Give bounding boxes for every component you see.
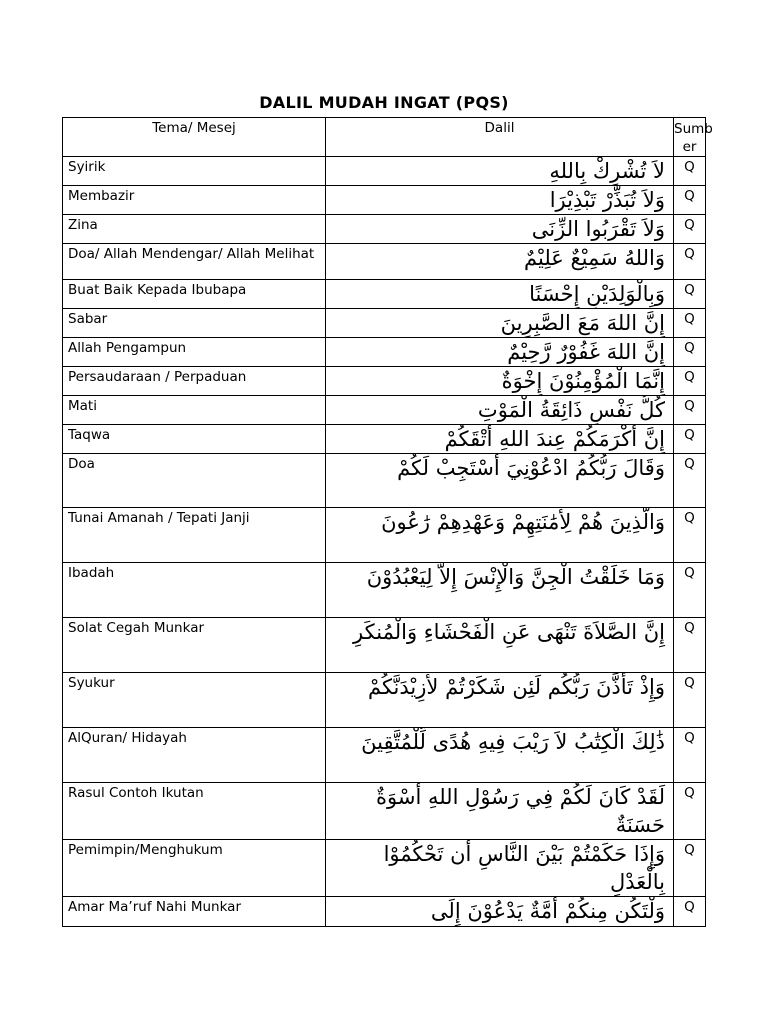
sumber-cell: Q (674, 454, 706, 508)
table-row (63, 454, 706, 508)
sumber-cell: Q (674, 618, 706, 673)
dalil-cell: وَمَا خَلَقْتُ الْجِنَّ وَالْإِنْسَ إِلاَّ لِيَعْبُدُوْنَ (326, 563, 674, 618)
dalil-table (62, 117, 713, 927)
tema-cell: Pemimpin/Menghukum (63, 840, 326, 897)
sumber-cell: Q (674, 244, 706, 280)
header-tema: Tema/ Mesej (63, 118, 326, 157)
sumber-cell: Q (674, 673, 706, 728)
sumber-cell: Q (674, 840, 706, 897)
sumber-cell: Q (674, 157, 706, 186)
table-row (63, 280, 706, 309)
table-row (63, 396, 706, 425)
table-row (63, 618, 706, 673)
sumber-cell: Q (674, 508, 706, 563)
document-title: DALIL MUDAH INGAT (PQS) (259, 93, 509, 112)
sumber-cell: Q (674, 367, 706, 396)
dalil-cell: لاَ تُشْرِكْ بِاللهِ (326, 157, 674, 186)
tema-cell: Taqwa (63, 425, 326, 454)
tema-cell: Mati (63, 396, 326, 425)
sumber-cell: Q (674, 309, 706, 338)
dalil-cell: وَإِذَا حَكَمْتُمْ بَيْنَ النَّاسِ أَن تَحْكُمُوْا بِالْعَدْلِ (326, 840, 674, 897)
table-row (63, 783, 706, 840)
table-row (63, 309, 706, 338)
dalil-cell: وَلاَ تَقْرَبُوا الزِّنَى (326, 215, 674, 244)
table-row (63, 728, 706, 783)
tema-cell: Syirik (63, 157, 326, 186)
sumber-cell: Q (674, 215, 706, 244)
sumber-cell: Q (674, 897, 706, 927)
tema-cell: Allah Pengampun (63, 338, 326, 367)
sumber-cell: Q (674, 425, 706, 454)
sumber-cell: Q (674, 728, 706, 783)
dalil-cell: وَاللهُ سَمِيْعٌ عَلِيْمٌ (326, 244, 674, 280)
dalil-cell: إِنَّ اللهَ مَعَ الصَّبِرِينَ (326, 309, 674, 338)
tema-cell: Doa (63, 454, 326, 508)
table-row (63, 508, 706, 563)
tema-cell: Rasul Contoh Ikutan (63, 783, 326, 840)
tema-cell: Amar Ma’ruf Nahi Munkar (63, 897, 326, 927)
dalil-cell: وَقَالَ رَبُّكُمُ ادْعُوْنِيَ أَسْتَجِبْ لَكُمْ (326, 454, 674, 508)
table-header-row (63, 118, 706, 157)
tema-cell: Buat Baik Kepada Ibubapa (63, 280, 326, 309)
tema-cell: Syukur (63, 673, 326, 728)
sumber-cell: Q (674, 563, 706, 618)
header-sumber: Sumb er (674, 118, 706, 157)
dalil-cell: لَقَدْ كَانَ لَكُمْ فِي رَسُوْلِ اللهِ أُسْوَةٌ حَسَنَةٌ (326, 783, 674, 840)
table-row (63, 840, 706, 897)
table-row (63, 215, 706, 244)
tema-cell: Zina (63, 215, 326, 244)
dalil-cell: وَلْتَكُن مِنكُمْ أُمَّةٌ يَدْعُوْنَ إِلَى (326, 897, 674, 927)
dalil-cell: إِنَّ اللهَ غَفُوْرٌ رَّحِيْمٌ (326, 338, 674, 367)
table-row (63, 244, 706, 280)
dalil-cell: ذَٰلِكَ الْكِتَٰبُ لاَ رَيْبَ فِيهِ هُدًى لِّلْمُتَّقِينَ (326, 728, 674, 783)
table-row (63, 897, 706, 927)
tema-cell: Solat Cegah Munkar (63, 618, 326, 673)
header-dalil: Dalil (326, 118, 674, 157)
table-row (63, 157, 706, 186)
dalil-cell: وَالَّذِينَ هُمْ لِأَمَٰنَتِهِمْ وَعَهْدِهِمْ رَٰعُونَ (326, 508, 674, 563)
tema-cell: Ibadah (63, 563, 326, 618)
table-row (63, 425, 706, 454)
table-row (63, 563, 706, 618)
tema-cell: Membazir (63, 186, 326, 215)
table-row (63, 673, 706, 728)
table-row (63, 186, 706, 215)
dalil-cell: وَإِذْ تَأَذَّنَ رَبُّكُم لَئِن شَكَرْتُمْ لأَزِيْدَنَّكُمْ (326, 673, 674, 728)
tema-cell: Tunai Amanah / Tepati Janji (63, 508, 326, 563)
sumber-cell: Q (674, 338, 706, 367)
dalil-cell: كُلُّ نَفْسٍ ذَائِقَةُ الْمَوْتِ (326, 396, 674, 425)
tema-cell: Persaudaraan / Perpaduan (63, 367, 326, 396)
dalil-cell: إِنَّ الصَّلاَةَ تَنْهَى عَنِ الْفَحْشَاءِ وَالْمُنكَرِ (326, 618, 674, 673)
tema-cell: Doa/ Allah Mendengar/ Allah Melihat (63, 244, 326, 280)
dalil-cell: وَلاَ تُبَذِّرْ تَبْذِيْرَا (326, 186, 674, 215)
sumber-cell: Q (674, 280, 706, 309)
sumber-cell: Q (674, 186, 706, 215)
sumber-cell: Q (674, 396, 706, 425)
table-row (63, 367, 706, 396)
dalil-cell: إِنَّمَا الْمُؤْمِنُوْنَ إِخْوَةٌ (326, 367, 674, 396)
dalil-cell: وَبِالْوَلِدَيْنِ إِحْسَنًا (326, 280, 674, 309)
table-row (63, 338, 706, 367)
tema-cell: Sabar (63, 309, 326, 338)
tema-cell: AlQuran/ Hidayah (63, 728, 326, 783)
sumber-cell: Q (674, 783, 706, 840)
dalil-cell: إِنَّ أَكْرَمَكُمْ عِندَ اللهِ أَتْقَكُمْ (326, 425, 674, 454)
